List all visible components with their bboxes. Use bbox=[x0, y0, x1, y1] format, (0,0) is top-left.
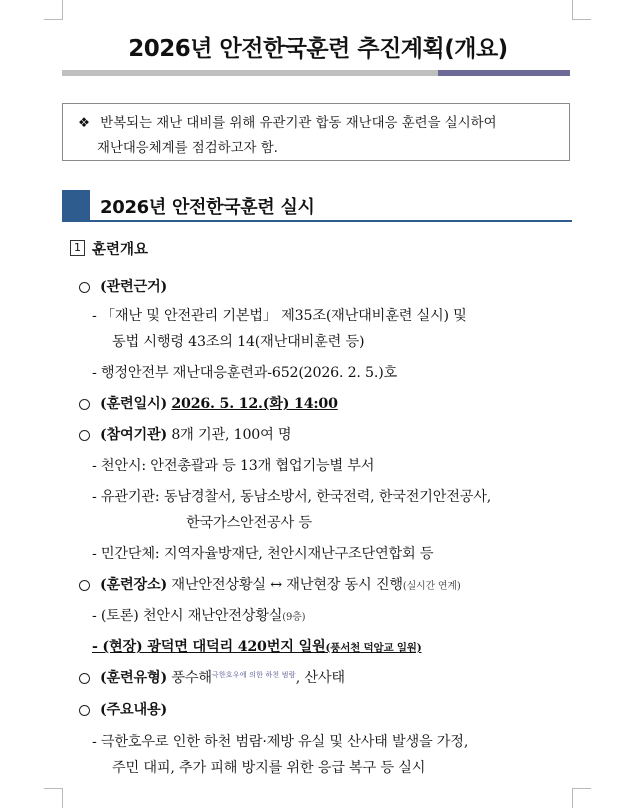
content-line-2: 주민 대피, 추가 피해 방지를 위한 응급 복구 등 실시 bbox=[112, 760, 426, 776]
place-line-1-note: (9층) bbox=[282, 612, 306, 623]
place-line-1 bbox=[92, 605, 305, 625]
crop-mark bbox=[44, 788, 63, 789]
heading-label: 훈련개요 bbox=[92, 242, 149, 258]
crop-mark bbox=[572, 19, 591, 20]
crop-mark bbox=[62, 0, 63, 20]
section-marker bbox=[62, 190, 90, 220]
crop-mark bbox=[44, 19, 63, 20]
participants-row bbox=[100, 424, 291, 444]
place-line-2-note: (풍서천 덕암교 일원) bbox=[325, 642, 422, 654]
place-line-2 bbox=[92, 636, 422, 656]
participants-label: (참여기관) bbox=[100, 427, 168, 443]
crop-mark bbox=[572, 788, 591, 789]
type-row bbox=[100, 667, 345, 687]
heading-number-box: 1 bbox=[70, 240, 85, 256]
summary-line-2: 재난대응체계를 점검하고자 함. bbox=[97, 141, 278, 156]
circle-bullet-icon bbox=[79, 580, 90, 591]
summary-line-1: 반복되는 재난 대비를 위해 유관기관 합동 재난대응 훈련을 실시하여 bbox=[100, 116, 497, 131]
participants-line-4: - 민간단체: 지역자율방재단, 천안시재난구조단연합회 등 bbox=[92, 546, 434, 562]
section-underline bbox=[62, 220, 572, 222]
type-label: (훈련유형) bbox=[100, 670, 168, 686]
place-line-2-text: - (현장) 광덕면 대덕리 420번지 일원 bbox=[92, 639, 326, 655]
participants-line-3: 한국가스안전공사 등 bbox=[186, 515, 312, 531]
date-value: 2026. 5. 12.(화) 14:00 bbox=[171, 396, 338, 412]
basis-line-3: - 행정안전부 재난대응훈련과-652(2026. 2. 5.)호 bbox=[92, 365, 398, 381]
place-label: (훈련장소) bbox=[100, 577, 168, 593]
content-label: (주요내용) bbox=[100, 702, 168, 718]
type-value-2: , 산사태 bbox=[295, 670, 345, 686]
section-title: 2026년 안전한국훈련 실시 bbox=[100, 197, 315, 218]
basis-line-1: - 「재난 및 안전관리 기본법」 제35조(재난대비훈련 실시) 및 bbox=[92, 308, 467, 324]
place-value: 재난안전상황실 ↔ 재난현장 동시 진행 bbox=[171, 577, 403, 593]
circle-bullet-icon bbox=[79, 282, 90, 293]
crop-mark bbox=[572, 0, 573, 20]
title-underline bbox=[62, 70, 438, 76]
participants-value: 8개 기관, 100여 명 bbox=[171, 427, 292, 443]
summary-text bbox=[78, 111, 562, 161]
content-line-1: - 극한호우로 인한 하천 범람·제방 유실 및 산사태 발생을 가정, bbox=[92, 734, 469, 750]
basis-label: (관련근거) bbox=[100, 279, 168, 295]
circle-bullet-icon bbox=[79, 673, 90, 684]
date-label: (훈련일시) bbox=[100, 396, 168, 412]
date-row bbox=[100, 393, 338, 413]
place-line-1-text: - (토론) 천안시 재난안전상황실 bbox=[92, 608, 283, 624]
circle-bullet-icon bbox=[79, 705, 90, 716]
place-note: (실시간 연계) bbox=[402, 581, 461, 592]
document-title: 2026년 안전한국훈련 추진계획(개요) bbox=[128, 36, 508, 62]
crop-mark bbox=[572, 788, 573, 808]
type-note: 극한호우에 의한 하천 범람 bbox=[211, 671, 296, 679]
participants-line-2: - 유관기관: 동남경찰서, 동남소방서, 한국전력, 한국전기안전공사, bbox=[92, 489, 492, 505]
title-underline-accent bbox=[438, 70, 570, 76]
diamond-bullet-icon: ❖ bbox=[78, 116, 91, 131]
circle-bullet-icon bbox=[79, 430, 90, 441]
circle-bullet-icon bbox=[79, 399, 90, 410]
type-value-1: 풍수해 bbox=[171, 670, 212, 686]
crop-mark bbox=[62, 788, 63, 808]
place-row bbox=[100, 574, 461, 594]
basis-line-2: 동법 시행령 43조의 14(재난대비훈련 등) bbox=[112, 334, 365, 350]
participants-line-1: - 천안시: 안전총괄과 등 13개 협업기능별 부서 bbox=[92, 458, 375, 474]
